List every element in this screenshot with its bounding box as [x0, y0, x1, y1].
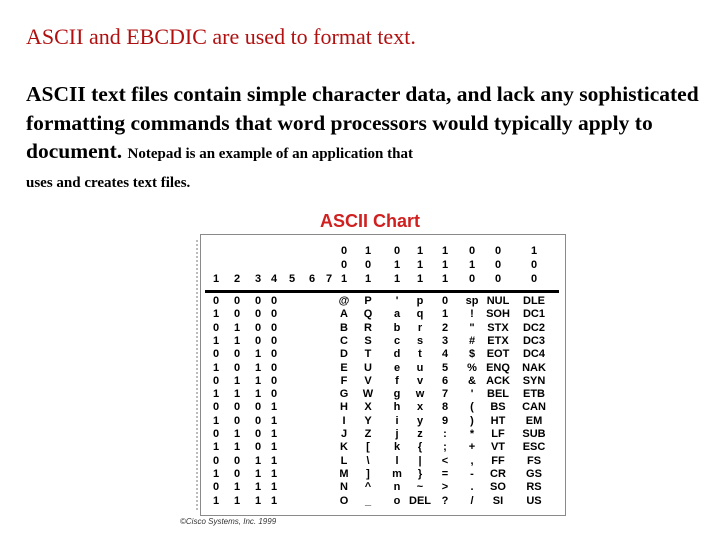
chart-char-cell: 3 [441, 334, 449, 347]
chart-char-cell: HT [490, 414, 506, 427]
chart-char-cell: 6 [441, 374, 449, 387]
chart-char-cell: _ [364, 494, 372, 507]
chart-char-cell: Q [363, 308, 373, 321]
chart-bit-cell: 1 [233, 441, 241, 454]
chart-char-cell: U [364, 361, 372, 374]
chart-char-cell: L [340, 454, 348, 467]
chart-char-cell: 0 [441, 295, 449, 307]
chart-char-cell: # [468, 334, 476, 347]
chart-bit-cell: 0 [233, 401, 241, 414]
copyright-notice: ©Cisco Systems, Inc. 1999 [180, 517, 277, 526]
chart-bit-cell: 1 [233, 388, 241, 401]
chart-bit-cell: 0 [233, 467, 241, 480]
chart-char-cell: @ [338, 295, 350, 307]
chart-char-cell: F [340, 374, 348, 387]
chart-char-cell: K [340, 441, 348, 454]
chart-char-cell: < [441, 454, 449, 467]
chart-char-cell: CAN [522, 401, 546, 414]
chart-header-bit: 0 [494, 273, 502, 285]
chart-char-cell: . [470, 481, 474, 494]
chart-char-cell: p [416, 295, 424, 307]
chart-char-cell: C [340, 334, 348, 347]
chart-char-cell: $ [468, 348, 476, 361]
chart-char-cell: : [443, 428, 447, 440]
chart-char-cell: n [393, 481, 401, 494]
chart-char-cell: ; [443, 441, 447, 454]
body-paragraph [26, 80, 716, 194]
chart-char-cell: SOH [486, 308, 510, 321]
chart-char-cell: SUB [522, 428, 546, 440]
chart-char-cell: w [415, 388, 425, 401]
chart-bit-cell: 1 [270, 401, 278, 414]
chart-bit-cell: 1 [212, 467, 220, 480]
chart-bit-cell: 1 [270, 441, 278, 454]
chart-char-cell: US [526, 494, 542, 507]
chart-char-cell: EOT [486, 348, 510, 361]
chart-char-cell: y [416, 414, 424, 427]
chart-header-bit: 1 [416, 273, 424, 285]
chart-bit-cell: 1 [233, 374, 241, 387]
chart-char-cell: z [417, 428, 423, 440]
chart-char-cell: B [340, 321, 348, 334]
chart-char-cell: GS [526, 467, 542, 480]
chart-char-cell: v [416, 374, 424, 387]
chart-header-bit: 1 [530, 245, 538, 257]
chart-char-cell: S [364, 334, 372, 347]
chart-bit-cell: 1 [270, 467, 278, 480]
chart-char-cell: 9 [441, 414, 449, 427]
chart-bit-position: 7 [325, 273, 333, 285]
chart-bit-cell: 0 [270, 321, 278, 334]
chart-bit-cell: 1 [254, 388, 262, 401]
chart-char-cell: A [340, 308, 348, 321]
chart-bit-position: 5 [288, 273, 296, 285]
chart-bit-cell: 0 [233, 348, 241, 361]
chart-char-cell: FF [491, 454, 505, 467]
chart-bit-cell: 1 [212, 414, 220, 427]
chart-char-cell: sp [465, 295, 479, 307]
chart-char-cell: r [417, 321, 423, 334]
chart-char-cell: s [416, 334, 424, 347]
chart-char-cell: STX [487, 321, 509, 334]
chart-char-cell: ETX [487, 334, 509, 347]
chart-char-cell: V [364, 374, 372, 387]
chart-header-bit: 0 [393, 245, 401, 257]
chart-char-cell: M [339, 467, 349, 480]
chart-char-cell: 5 [441, 361, 449, 374]
chart-char-cell: ) [470, 414, 474, 427]
chart-char-cell: m [392, 467, 402, 480]
chart-char-cell: SI [492, 494, 504, 507]
chart-char-cell: [ [366, 441, 370, 454]
chart-header-bit: 1 [393, 259, 401, 271]
chart-bit-cell: 1 [212, 494, 220, 507]
chart-char-cell: ] [366, 467, 370, 480]
chart-char-cell: 8 [441, 401, 449, 414]
chart-char-cell: x [416, 401, 424, 414]
chart-char-cell: } [417, 467, 423, 480]
chart-header-bit: 1 [441, 245, 449, 257]
chart-char-cell: l [395, 454, 399, 467]
chart-bit-cell: 0 [233, 361, 241, 374]
chart-char-cell: f [395, 374, 399, 387]
chart-char-cell: H [340, 401, 348, 414]
chart-char-cell: - [470, 467, 474, 480]
chart-char-cell: J [340, 428, 348, 440]
chart-char-cell: ! [470, 308, 474, 321]
chart-bit-position: 1 [212, 273, 220, 285]
chart-bit-cell: 0 [270, 295, 278, 307]
chart-char-cell: DEL [409, 494, 431, 507]
chart-char-cell: ENQ [486, 361, 510, 374]
chart-char-cell: BEL [487, 388, 509, 401]
chart-bit-cell: 1 [212, 388, 220, 401]
chart-header-bit: 1 [416, 245, 424, 257]
chart-char-cell: ( [470, 401, 474, 414]
chart-char-cell: { [417, 441, 423, 454]
chart-char-cell: ETB [523, 388, 545, 401]
chart-char-cell: c [393, 334, 401, 347]
chart-bit-cell: 0 [212, 295, 220, 307]
chart-bit-position: 4 [270, 273, 278, 285]
chart-char-cell: ~ [416, 481, 424, 494]
chart-char-cell: R [364, 321, 372, 334]
chart-bit-cell: 0 [254, 428, 262, 440]
chart-char-cell: g [393, 388, 401, 401]
chart-char-cell: ACK [486, 374, 510, 387]
chart-header-bit: 0 [364, 259, 372, 271]
chart-char-cell: E [340, 361, 348, 374]
chart-char-cell: / [470, 494, 474, 507]
chart-char-cell: 1 [441, 308, 449, 321]
chart-bit-cell: 0 [212, 374, 220, 387]
chart-bit-cell: 1 [270, 414, 278, 427]
chart-bit-cell: 0 [270, 388, 278, 401]
chart-header-bit: 0 [494, 259, 502, 271]
chart-bit-cell: 0 [270, 308, 278, 321]
chart-char-cell: NUL [486, 295, 510, 307]
chart-char-cell: I [342, 414, 346, 427]
page-title: ASCII and EBCDIC are used to format text. [26, 24, 416, 49]
chart-left-dotted-border [196, 240, 200, 510]
chart-bit-cell: 1 [270, 494, 278, 507]
chart-bit-position: 3 [254, 273, 262, 285]
chart-header-bit: 1 [441, 273, 449, 285]
chart-bit-cell: 1 [254, 467, 262, 480]
chart-char-cell: h [393, 401, 401, 414]
chart-char-cell: ? [441, 494, 449, 507]
chart-char-cell: & [468, 374, 476, 387]
chart-bit-cell: 0 [212, 321, 220, 334]
chart-bit-cell: 1 [212, 334, 220, 347]
chart-char-cell: G [339, 388, 349, 401]
chart-char-cell: O [339, 494, 349, 507]
chart-char-cell: , [470, 454, 474, 467]
chart-header-bit: 1 [416, 259, 424, 271]
chart-bit-cell: 0 [233, 295, 241, 307]
chart-header-bit: 0 [494, 245, 502, 257]
chart-char-cell: RS [526, 481, 542, 494]
chart-header-bit: 0 [468, 273, 476, 285]
chart-bit-cell: 1 [233, 334, 241, 347]
chart-char-cell: b [393, 321, 401, 334]
chart-bit-cell: 0 [212, 454, 220, 467]
chart-char-cell: T [364, 348, 372, 361]
chart-char-cell: e [393, 361, 401, 374]
ascii-chart-title: ASCII Chart [320, 211, 421, 231]
chart-char-cell: u [416, 361, 424, 374]
chart-bit-cell: 0 [254, 401, 262, 414]
chart-char-cell: SYN [522, 374, 546, 387]
chart-char-cell: = [441, 467, 449, 480]
chart-bit-cell: 1 [233, 428, 241, 440]
chart-header-bit: 0 [340, 245, 348, 257]
chart-bit-cell: 0 [270, 334, 278, 347]
chart-bit-cell: 1 [270, 454, 278, 467]
chart-char-cell: 4 [441, 348, 449, 361]
chart-bit-cell: 0 [254, 308, 262, 321]
chart-bit-cell: 1 [254, 494, 262, 507]
chart-bit-cell: 0 [233, 454, 241, 467]
chart-char-cell: k [393, 441, 401, 454]
chart-char-cell: Y [364, 414, 372, 427]
chart-bit-cell: 0 [270, 361, 278, 374]
chart-bit-cell: 0 [270, 374, 278, 387]
chart-char-cell: X [364, 401, 372, 414]
chart-char-cell: ' [470, 388, 474, 401]
chart-char-cell: DC2 [522, 321, 545, 334]
chart-bit-cell: 1 [212, 441, 220, 454]
chart-char-cell: EM [525, 414, 543, 427]
chart-bit-cell: 0 [212, 481, 220, 494]
chart-header-bit: 1 [393, 273, 401, 285]
body-text-small-1: Notepad is an example of an application that [127, 146, 413, 162]
chart-bit-cell: 0 [254, 334, 262, 347]
chart-bit-cell: 1 [212, 361, 220, 374]
chart-char-cell: LF [491, 428, 505, 440]
chart-char-cell: o [393, 494, 401, 507]
chart-char-cell: \ [366, 454, 370, 467]
chart-char-cell: D [340, 348, 348, 361]
chart-bit-cell: 0 [212, 348, 220, 361]
body-text-small-2: uses and creates text files. [26, 174, 191, 191]
chart-header-bit: 1 [364, 273, 372, 285]
chart-bit-cell: 0 [254, 295, 262, 307]
chart-char-cell: DLE [523, 295, 545, 307]
chart-bit-cell: 1 [254, 374, 262, 387]
chart-char-cell: DC1 [522, 308, 545, 321]
chart-header-bit: 0 [468, 245, 476, 257]
chart-char-cell: ^ [364, 481, 372, 494]
chart-char-cell: ' [395, 295, 399, 307]
chart-bit-cell: 0 [212, 428, 220, 440]
chart-char-cell: P [364, 295, 372, 307]
chart-char-cell: + [468, 441, 476, 454]
chart-header-bit: 1 [468, 259, 476, 271]
chart-bit-cell: 0 [254, 414, 262, 427]
chart-bit-cell: 0 [254, 441, 262, 454]
chart-header-separator [205, 290, 559, 293]
chart-bit-cell: 0 [212, 401, 220, 414]
chart-char-cell: CR [490, 467, 506, 480]
chart-char-cell: j [395, 428, 399, 440]
chart-char-cell: 7 [441, 388, 449, 401]
chart-char-cell: N [340, 481, 348, 494]
chart-header-bit: 1 [340, 273, 348, 285]
chart-bit-cell: 1 [254, 348, 262, 361]
chart-char-cell: FS [526, 454, 542, 467]
chart-char-cell: SO [490, 481, 506, 494]
chart-bit-cell: 0 [233, 308, 241, 321]
chart-header-bit: 1 [441, 259, 449, 271]
chart-bit-cell: 1 [254, 361, 262, 374]
chart-header-bit: 0 [530, 259, 538, 271]
chart-char-cell: ESC [522, 441, 546, 454]
chart-char-cell: VT [490, 441, 506, 454]
chart-char-cell: " [469, 321, 475, 334]
chart-char-cell: a [393, 308, 401, 321]
chart-char-cell: > [441, 481, 449, 494]
chart-bit-cell: 0 [254, 321, 262, 334]
chart-header-bit: 0 [340, 259, 348, 271]
chart-char-cell: NAK [522, 361, 546, 374]
chart-bit-cell: 1 [270, 481, 278, 494]
chart-char-cell: * [469, 428, 475, 440]
chart-char-cell: i [395, 414, 399, 427]
chart-bit-position: 6 [308, 273, 316, 285]
body-text-large: ASCII text files contain simple character data, and lack any sophisticated formatting commands that word processors would typically apply to document. [26, 82, 699, 163]
chart-bit-cell: 1 [254, 454, 262, 467]
chart-bit-cell: 1 [270, 428, 278, 440]
chart-bit-cell: 0 [233, 414, 241, 427]
chart-char-cell: q [416, 308, 424, 321]
chart-char-cell: 2 [441, 321, 449, 334]
chart-char-cell: W [362, 388, 374, 401]
chart-char-cell: BS [490, 401, 506, 414]
chart-char-cell: d [393, 348, 401, 361]
chart-bit-cell: 1 [254, 481, 262, 494]
chart-bit-cell: 1 [233, 494, 241, 507]
chart-header-bit: 0 [530, 273, 538, 285]
chart-bit-cell: 0 [270, 348, 278, 361]
chart-char-cell: DC3 [522, 334, 545, 347]
chart-bit-cell: 1 [233, 321, 241, 334]
chart-bit-position: 2 [233, 273, 241, 285]
chart-char-cell: t [418, 348, 422, 361]
chart-char-cell: | [418, 454, 422, 467]
chart-char-cell: % [467, 361, 477, 374]
chart-bit-cell: 1 [233, 481, 241, 494]
chart-header-bit: 1 [364, 245, 372, 257]
chart-char-cell: Z [364, 428, 372, 440]
chart-char-cell: DC4 [522, 348, 545, 361]
chart-bit-cell: 1 [212, 308, 220, 321]
